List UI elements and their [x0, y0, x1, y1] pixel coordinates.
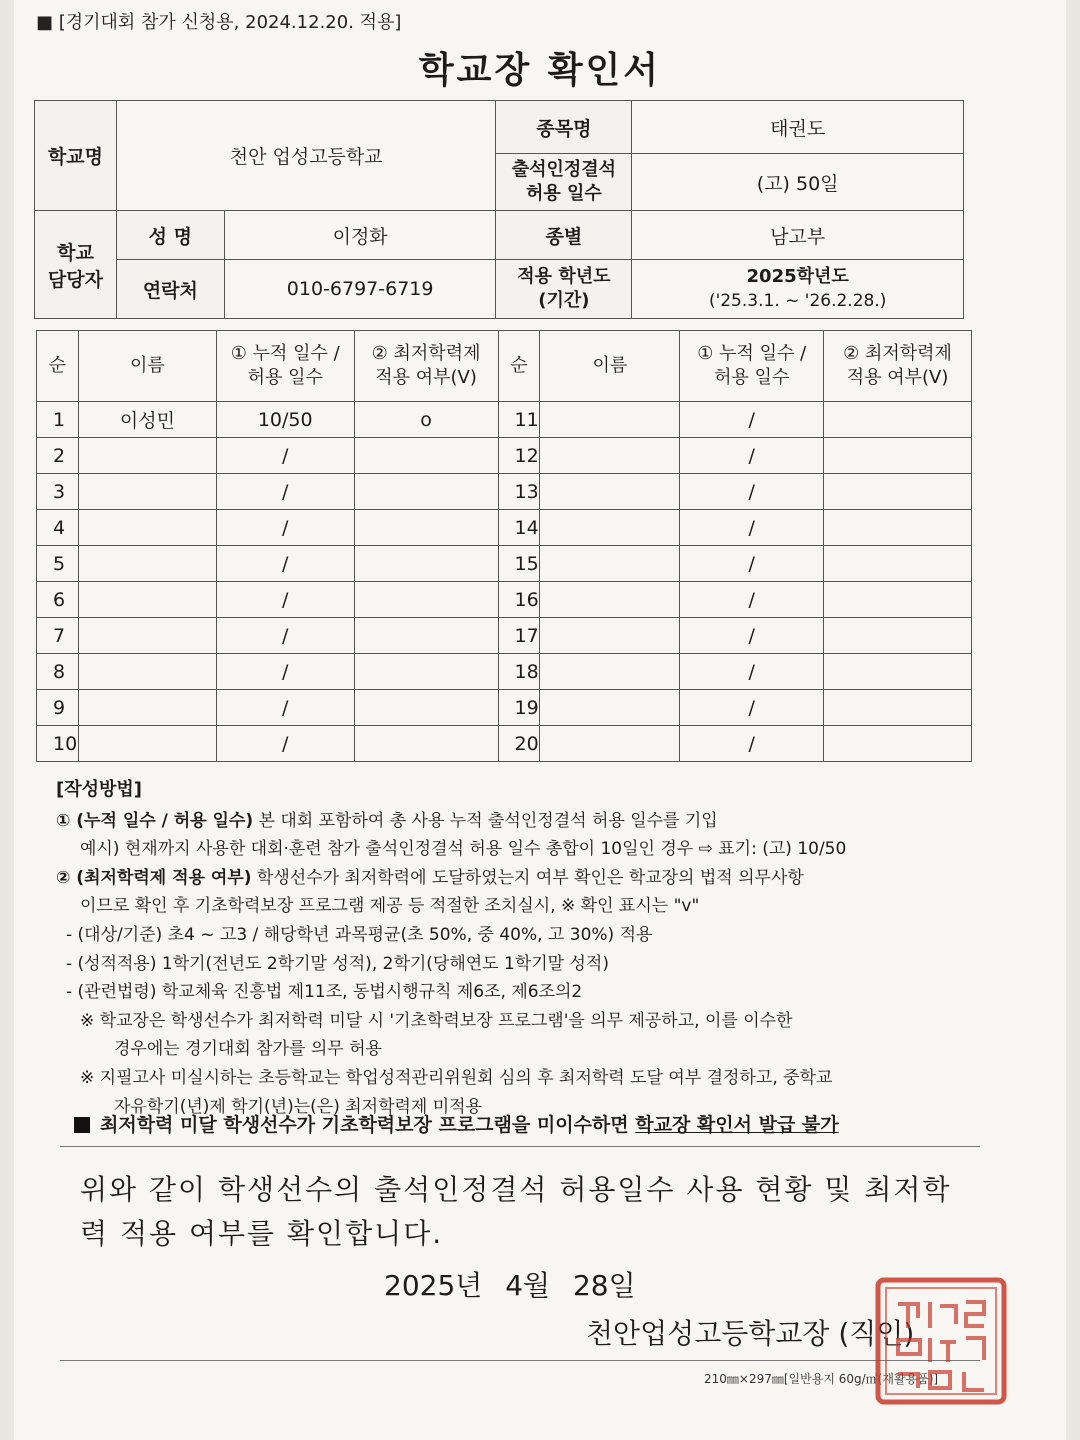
cumulative-days: /	[680, 438, 824, 474]
min-academic-check	[824, 690, 972, 726]
instruction-item-2-body: 학생선수가 최저학력에 도달하였는지 여부 확인은 학교장의 법적 의무사항	[251, 867, 804, 888]
header-no-right: 순	[498, 331, 540, 402]
student-name	[540, 510, 680, 546]
row-number: 7	[37, 618, 79, 654]
issue-date: 2025년 4월 28일	[384, 1269, 636, 1302]
row-number: 13	[498, 474, 540, 510]
school-year-value	[632, 260, 964, 319]
row-number: 4	[37, 510, 79, 546]
header-no: 순	[37, 331, 79, 402]
manager-label-line2: 담당자	[47, 268, 103, 291]
table-row	[37, 474, 972, 510]
student-name	[540, 474, 680, 510]
cumulative-days: /	[680, 474, 824, 510]
min-academic-check	[824, 654, 972, 690]
school-year-value-line1: 2025학년도	[746, 266, 849, 288]
cumulative-days: /	[216, 618, 354, 654]
table-row	[37, 582, 972, 618]
row-number: 12	[498, 438, 540, 474]
school-year-label-line2: (기간)	[538, 290, 590, 311]
cumulative-days: /	[216, 474, 354, 510]
student-name: 이성민	[78, 402, 216, 438]
instruction-grades: - (성적적용) 1학기(전년도 2학기말 성적), 2학기(당해연도 1학기말 성적)	[66, 953, 609, 974]
table-row	[37, 690, 972, 726]
division-label: 종별	[496, 211, 632, 260]
row-number: 10	[37, 726, 79, 762]
manager-label-line1: 학교	[57, 241, 94, 264]
table-header-row	[37, 331, 972, 402]
student-name	[540, 402, 680, 438]
table-row	[37, 402, 972, 438]
row-number: 1	[37, 402, 79, 438]
divider-top	[60, 1146, 980, 1147]
table-row	[37, 726, 972, 762]
table-row	[37, 546, 972, 582]
student-list-table	[36, 330, 972, 762]
contact-value: 010-6797-6719	[224, 260, 496, 319]
divider-bottom	[60, 1360, 980, 1361]
min-academic-check	[354, 582, 498, 618]
header-min	[354, 331, 498, 402]
student-name	[540, 726, 680, 762]
min-academic-check	[824, 582, 972, 618]
cumulative-days: /	[216, 438, 354, 474]
min-academic-check	[824, 438, 972, 474]
header-days-line1: ① 누적 일수 /	[230, 342, 340, 364]
absence-days-label	[496, 154, 632, 211]
row-number: 6	[37, 582, 79, 618]
header-min-line1: ② 최저학력제	[371, 342, 481, 364]
min-academic-check	[354, 726, 498, 762]
student-name	[540, 654, 680, 690]
confirmation-statement: 위와 같이 학생선수의 출석인정결석 허용일수 사용 현황 및 최저학력 적용 여부를 확인합니다.	[80, 1173, 952, 1250]
row-number: 8	[37, 654, 79, 690]
header-days-right	[680, 331, 824, 402]
student-name	[540, 546, 680, 582]
min-academic-check	[354, 438, 498, 474]
header-days-right-line1: ① 누적 일수 /	[697, 342, 807, 364]
sport-value: 태권도	[632, 101, 964, 154]
cumulative-days: /	[680, 546, 824, 582]
official-seal-icon	[874, 1276, 1008, 1406]
instruction-example: 예시) 현재까지 사용한 대회·훈련 참가 출석인정결석 허용 일수 총합이 10일인 경우 ⇨ 표기: (고) 10/50	[80, 839, 847, 860]
min-academic-check: o	[354, 402, 498, 438]
cumulative-days: /	[680, 690, 824, 726]
min-academic-check	[824, 510, 972, 546]
absence-label-line1: 출석인정결석	[511, 158, 617, 180]
form-header-note: ■ [경기대회 참가 신청용, 2024.12.20. 적용]	[36, 12, 402, 33]
student-name	[78, 618, 216, 654]
row-number: 17	[498, 618, 540, 654]
cumulative-days: /	[680, 654, 824, 690]
min-academic-check	[354, 474, 498, 510]
cumulative-days: /	[680, 582, 824, 618]
principal-signature-line: 천안업성고등학교장 (직인)	[586, 1317, 915, 1350]
instruction-note-1: ※ 학교장은 학생선수가 최저학력 미달 시 '기초학력보장 프로그램'을 의무 제공하고, 이를 이수한	[80, 1010, 793, 1031]
instruction-item-1-head: ① (누적 일수 / 허용 일수)	[56, 810, 254, 831]
student-name	[78, 474, 216, 510]
cumulative-days: /	[216, 546, 354, 582]
student-name	[78, 546, 216, 582]
instruction-note-2: ※ 지필고사 미실시하는 초등학교는 학업성적관리위원회 심의 후 최저학력 도달 여부 결정하고, 중학교	[80, 1067, 833, 1088]
info-table	[34, 100, 964, 319]
header-min-right	[824, 331, 972, 402]
manager-name-value: 이정화	[224, 211, 496, 260]
min-academic-check	[824, 618, 972, 654]
row-number: 19	[498, 690, 540, 726]
row-number: 15	[498, 546, 540, 582]
student-name	[78, 726, 216, 762]
header-days-right-line2: 허용 일수	[714, 367, 790, 388]
min-academic-check	[824, 546, 972, 582]
row-number: 16	[498, 582, 540, 618]
row-number: 2	[37, 438, 79, 474]
header-days	[216, 331, 354, 402]
school-year-period: ('25.3.1. ~ '26.2.28.)	[708, 290, 887, 311]
notice-line	[74, 1110, 839, 1137]
student-name	[78, 654, 216, 690]
sport-label: 종목명	[496, 101, 632, 154]
division-value: 남고부	[632, 211, 964, 260]
table-row	[37, 510, 972, 546]
cumulative-days: 10/50	[216, 402, 354, 438]
row-number: 9	[37, 690, 79, 726]
student-name	[78, 510, 216, 546]
table-row	[37, 618, 972, 654]
header-name: 이름	[78, 331, 216, 402]
school-year-label	[496, 260, 632, 319]
instruction-law: - (관련법령) 학교체육 진흥법 제11조, 동법시행규칙 제6조, 제6조의2	[66, 982, 583, 1003]
cumulative-days: /	[680, 510, 824, 546]
row-number: 20	[498, 726, 540, 762]
paper-spec-note: 210㎜×297㎜[일반용지 60g/㎡(재활용품)]	[704, 1372, 939, 1386]
school-label: 학교명	[35, 101, 117, 211]
notice-text: 최저학력 미달 학생선수가 기초학력보장 프로그램을 미이수하면	[100, 1114, 636, 1136]
student-name	[540, 582, 680, 618]
instruction-item-1-body: 본 대회 포함하여 총 사용 누적 출석인정결석 허용 일수를 기입	[253, 810, 718, 831]
student-name	[540, 618, 680, 654]
table-row	[37, 438, 972, 474]
cumulative-days: /	[216, 690, 354, 726]
student-name	[78, 690, 216, 726]
row-number: 18	[498, 654, 540, 690]
row-number: 3	[37, 474, 79, 510]
min-academic-check	[824, 726, 972, 762]
row-number: 5	[37, 546, 79, 582]
instruction-note-1-cont: 경우에는 경기대회 참가를 의무 허용	[114, 1039, 382, 1060]
student-name	[540, 438, 680, 474]
document-title: 학교장 확인서	[418, 50, 662, 91]
header-min-right-line2: 적용 여부(V)	[846, 367, 949, 388]
header-min-line2: 적용 여부(V)	[375, 367, 477, 388]
checkbox-bullet-icon	[74, 1117, 90, 1133]
manager-label	[35, 211, 117, 319]
instructions-heading: [작성방법]	[56, 779, 143, 800]
min-academic-check	[354, 546, 498, 582]
min-academic-check	[354, 690, 498, 726]
absence-label-line2: 허용 일수	[525, 183, 602, 204]
contact-label: 연락처	[116, 260, 224, 319]
instruction-target: - (대상/기준) 초4 ~ 고3 / 해당학년 과목평균(초 50%, 중 40%, 고 30%) 적용	[66, 924, 653, 945]
table-row	[37, 654, 972, 690]
manager-name-label: 성 명	[116, 211, 224, 260]
cumulative-days: /	[680, 726, 824, 762]
cumulative-days: /	[216, 510, 354, 546]
row-number: 14	[498, 510, 540, 546]
cumulative-days: /	[216, 726, 354, 762]
instruction-item-2-cont: 이므로 확인 후 기초학력보장 프로그램 제공 등 적절한 조치실시, ※ 확인 표시는 "v"	[80, 896, 700, 917]
instruction-item-2-head: ② (최저학력제 적용 여부)	[56, 867, 252, 888]
min-academic-check	[354, 654, 498, 690]
school-year-label-line1: 적용 학년도	[517, 265, 611, 287]
instruction-item-2	[56, 864, 996, 893]
instructions	[56, 776, 996, 1121]
cumulative-days: /	[680, 618, 824, 654]
min-academic-check	[824, 402, 972, 438]
cumulative-days: /	[216, 582, 354, 618]
notice-emphasis: 학교장 확인서 발급 불가	[635, 1114, 839, 1136]
header-name-right: 이름	[540, 331, 680, 402]
cumulative-days: /	[216, 654, 354, 690]
min-academic-check	[354, 510, 498, 546]
student-name	[78, 582, 216, 618]
instruction-item-1	[56, 807, 996, 836]
cumulative-days: /	[680, 402, 824, 438]
min-academic-check	[824, 474, 972, 510]
school-value: 천안 업성고등학교	[116, 101, 496, 211]
absence-days-value: (고) 50일	[632, 154, 964, 211]
student-name	[540, 690, 680, 726]
student-name	[78, 438, 216, 474]
min-academic-check	[354, 618, 498, 654]
row-number: 11	[498, 402, 540, 438]
header-days-line2: 허용 일수	[247, 367, 323, 388]
instruction-note-2-cont: 자유학기(년)제 학기(년)는(은) 최저학력제 미적용	[114, 1096, 483, 1117]
header-min-right-line1: ② 최저학력제	[843, 342, 952, 364]
